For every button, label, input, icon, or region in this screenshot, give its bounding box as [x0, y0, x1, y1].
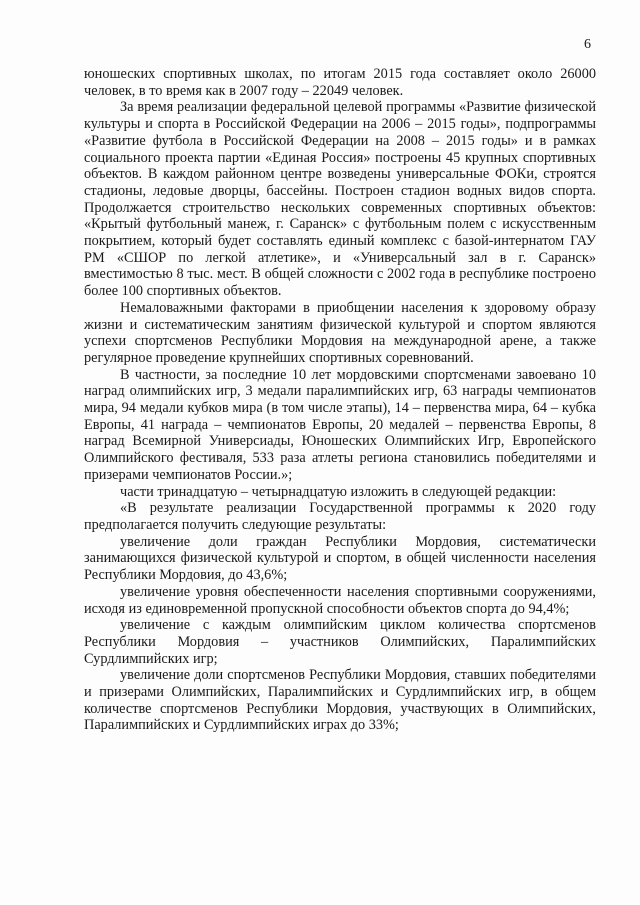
paragraph: В частности, за последние 10 лет мордовскими спортсменами завоевано 10 наград олимпийских игр, 3 медали паралимпийских игр, 63 награды чемпионатов мира, 94 медали кубков мира (в том числе этапы), 14 – первенства мира, 64 – кубка Европы, 41 награда – чемпионатов Европы, 20 медалей – первенства Европы, 8 наград Всемирной Универсиады, Юношеских Олимпийских Игр, Европейского Олимпийского фестиваля, 533 раза атлеты региона становились победителями и призерами чемпионатов России.»; — [84, 366, 596, 483]
paragraph: части тринадцатую – четырнадцатую изложить в следующей редакции: — [120, 483, 557, 500]
page-number: 6 — [584, 37, 591, 52]
paragraph: увеличение с каждым олимпийским циклом количества спортсменов Республики Мордовия – участников Олимпийских, Паралимпийских Сурдлимпийских игр; — [84, 617, 596, 667]
paragraph: «В результате реализации Государственной программы к 2020 году предполагается получить следующие результаты: — [84, 500, 596, 533]
paragraph: увеличение уровня обеспеченности населения спортивными сооружениями, исходя из единовременной пропускной способности объектов спорта до 94,4%; — [84, 583, 596, 617]
paragraph: Немаловажными факторами в приобщении населения к здоровому образу жизни и систематическим занятиям физической культурой и спортом являются успехи спортсменов Республики Мордовия на международной арене, а также регулярное проведение крупнейших спортивных соревнований. — [84, 299, 596, 366]
paragraph: увеличение доли граждан Республики Мордовия, систематически занимающихся физической культурой и спортом, в общей численности населения Республики Мордовия, до 43,6%; — [84, 533, 596, 584]
paragraph: юношеских спортивных школах, по итогам 2015 года составляет около 26000 человек, в то время как в 2007 году – 22049 человек. — [84, 66, 596, 99]
paragraph: увеличение доли спортсменов Республики Мордовия, ставших победителями и призерами Олимпийских, Паралимпийских и Сурдлимпийских игр, в общем количестве спортсменов Республики Мордовия, участвующих в Олимпийских, Паралимпийских и Сурдлимпийских играх до 33%; — [84, 667, 596, 734]
paragraph: За время реализации федеральной целевой программы «Развитие физической культуры и спорта в Российской Федерации на 2006 – 2015 годы», подпрограммы «Развитие футбола в Российской Федерации на 2008 – 2015 годы» и в рамках социального проекта партии «Единая Россия» построены 45 крупных спортивных объектов. В каждом районном центре возведены универсальные ФОКи, строятся стадионы, ледовые дворцы, бассейны. Построен стадион водных видов спорта. Продолжается строительство нескольких современных спортивных объектов: «Крытый футбольный манеж, г. Саранск» с футбольным полем с искусственным покрытием, который будет составлять единый комплекс с базой-интернатом ГАУ РМ «СШОР по легкой атлетике», и «Универсальный зал в г. Саранск» вместимостью 8 тыс. мест. В общей сложности с 2002 года в республике построено более 100 спортивных объектов. — [84, 99, 596, 300]
document-body — [84, 66, 596, 734]
